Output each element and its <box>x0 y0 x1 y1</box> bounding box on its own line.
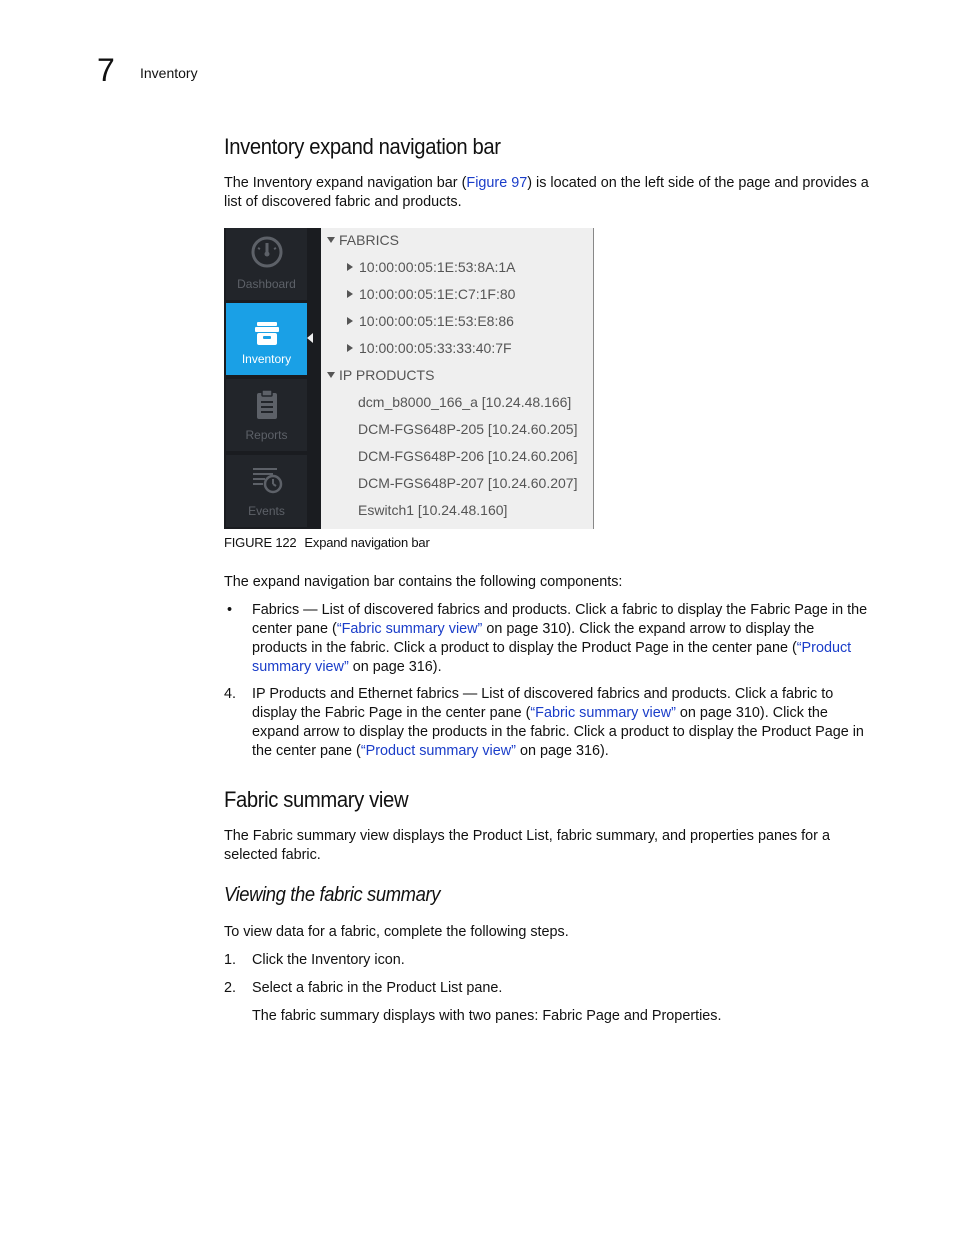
expand-arrow-down-icon <box>327 237 335 243</box>
product-summary-view-link[interactable]: “Product summary view” <box>252 640 852 675</box>
fabric-summary-view-link[interactable]: “Fabric summary view” <box>530 705 676 721</box>
fabric-label: 10:00:00:05:1E:C7:1F:80 <box>359 286 516 302</box>
figure-97-link[interactable]: Figure 97 <box>466 175 528 191</box>
text-span: on page 316). <box>348 659 442 675</box>
text-span: IP Products and Ethernet fabrics — List of discovered fabrics and products. Click a fabric to display the Fabric Page in the center pane ( <box>252 686 834 721</box>
text-span: on page 316). <box>515 743 609 759</box>
section-intro-paragraph <box>224 174 872 212</box>
intro-text-end: ) is located on the left side of the page and provides a list of discovered fabric and products. <box>224 175 869 210</box>
expand-arrow-right-icon[interactable] <box>347 344 353 352</box>
bullet-marker: • <box>227 602 233 618</box>
tree-item-fabric[interactable] <box>347 286 515 302</box>
fabrics-header-label: FABRICS <box>339 232 399 248</box>
expand-arrow-right-icon[interactable] <box>347 263 353 271</box>
components-intro: The expand navigation bar contains the following components: <box>224 574 623 590</box>
expand-arrow-down-icon <box>327 372 335 378</box>
active-pointer <box>307 333 313 343</box>
section-heading-fabric-summary-view: Fabric summary view <box>224 787 409 812</box>
nav-label-inventory: Inventory <box>241 352 292 366</box>
clipboard-icon <box>249 387 285 423</box>
nav-item-inventory[interactable] <box>226 303 307 375</box>
nav-item-dashboard[interactable] <box>226 228 307 300</box>
expand-arrow-right-icon[interactable] <box>347 317 353 325</box>
figure-caption <box>224 535 430 550</box>
fabric-label: 10:00:00:05:33:33:40:7F <box>359 340 512 356</box>
ip-products-header-label: IP PRODUCTS <box>339 367 435 383</box>
expand-navigation-bar-figure <box>224 228 594 529</box>
tree-item-product[interactable]: dcm_b8000_166_a [10.24.48.166] <box>358 394 572 410</box>
expand-arrow-right-icon[interactable] <box>347 290 353 298</box>
chapter-title: Inventory <box>140 65 198 81</box>
nav-label-reports: Reports <box>245 428 288 442</box>
tree-item-product[interactable]: DCM-FGS648P-207 [10.24.60.207] <box>358 475 578 491</box>
text-span: on page 310). Click the expand arrow to display the products in the fabric. Click a product to display the Product Page in the center pane ( <box>252 705 864 759</box>
step-number: 2. <box>224 980 237 996</box>
fabric-summary-intro: The Fabric summary view displays the Product List, fabric summary, and properties panes for a selected fabric. <box>224 828 830 863</box>
fabric-summary-view-link[interactable]: “Fabric summary view” <box>336 621 483 637</box>
events-list-clock-icon <box>249 461 285 497</box>
chapter-number: 7 <box>97 52 115 88</box>
section-heading-inventory-expand-navigation-bar: Inventory expand navigation bar <box>224 134 501 159</box>
list-item-ip-products <box>224 685 872 761</box>
gauge-icon <box>249 234 285 270</box>
tree-item-fabric[interactable] <box>347 259 515 275</box>
list-item-fabrics <box>224 601 872 677</box>
steps-intro: To view data for a fabric, complete the following steps. <box>224 924 569 940</box>
step-item <box>224 979 872 998</box>
nav-item-events[interactable] <box>226 455 307 527</box>
tree-header-fabrics[interactable] <box>327 232 399 248</box>
step-text: Click the Inventory icon. <box>252 952 405 968</box>
step-number: 1. <box>224 952 237 968</box>
nav-label-events: Events <box>248 504 285 518</box>
product-summary-view-link[interactable]: “Product summary view” <box>360 743 516 759</box>
text-span: on page 310). Click the expand arrow to display the products in the fabric. Click a product to display the Product Page in the center pane ( <box>252 621 815 656</box>
fabric-label: 10:00:00:05:1E:53:E8:86 <box>359 313 514 329</box>
tree-item-product[interactable]: DCM-FGS648P-205 [10.24.60.205] <box>358 421 578 437</box>
text-span: Fabrics — List of discovered fabrics and products. Click a fabric to display the Fabric Page in the center pane ( <box>252 602 868 637</box>
list-item-text <box>252 601 872 677</box>
intro-text-start: The Inventory expand navigation bar ( <box>224 175 467 191</box>
step-text: Select a fabric in the Product List pane. <box>252 980 503 996</box>
step-result: The fabric summary displays with two panes: Fabric Page and Properties. <box>252 1008 722 1024</box>
tree-item-product[interactable]: DCM-FGS648P-206 [10.24.60.206] <box>358 448 578 464</box>
caption-text: Expand navigation bar <box>304 535 430 550</box>
fabric-label: 10:00:00:05:1E:53:8A:1A <box>359 259 516 275</box>
nav-label-dashboard: Dashboard <box>237 277 296 291</box>
subheading-viewing-fabric-summary: Viewing the fabric summary <box>224 884 441 906</box>
tree-item-fabric[interactable] <box>347 313 514 329</box>
tree-header-ip-products[interactable] <box>327 367 434 383</box>
list-item-text <box>252 685 872 761</box>
caption-label: FIGURE 122 <box>224 535 297 550</box>
list-marker: 4. <box>224 686 237 702</box>
inventory-tree <box>321 228 592 529</box>
step-item <box>224 951 872 970</box>
navigation-rail <box>224 228 321 529</box>
nav-item-reports[interactable] <box>226 379 307 451</box>
inventory-box-icon <box>249 317 285 353</box>
tree-item-fabric[interactable] <box>347 340 512 356</box>
tree-item-product[interactable]: Eswitch1 [10.24.48.160] <box>358 502 508 518</box>
